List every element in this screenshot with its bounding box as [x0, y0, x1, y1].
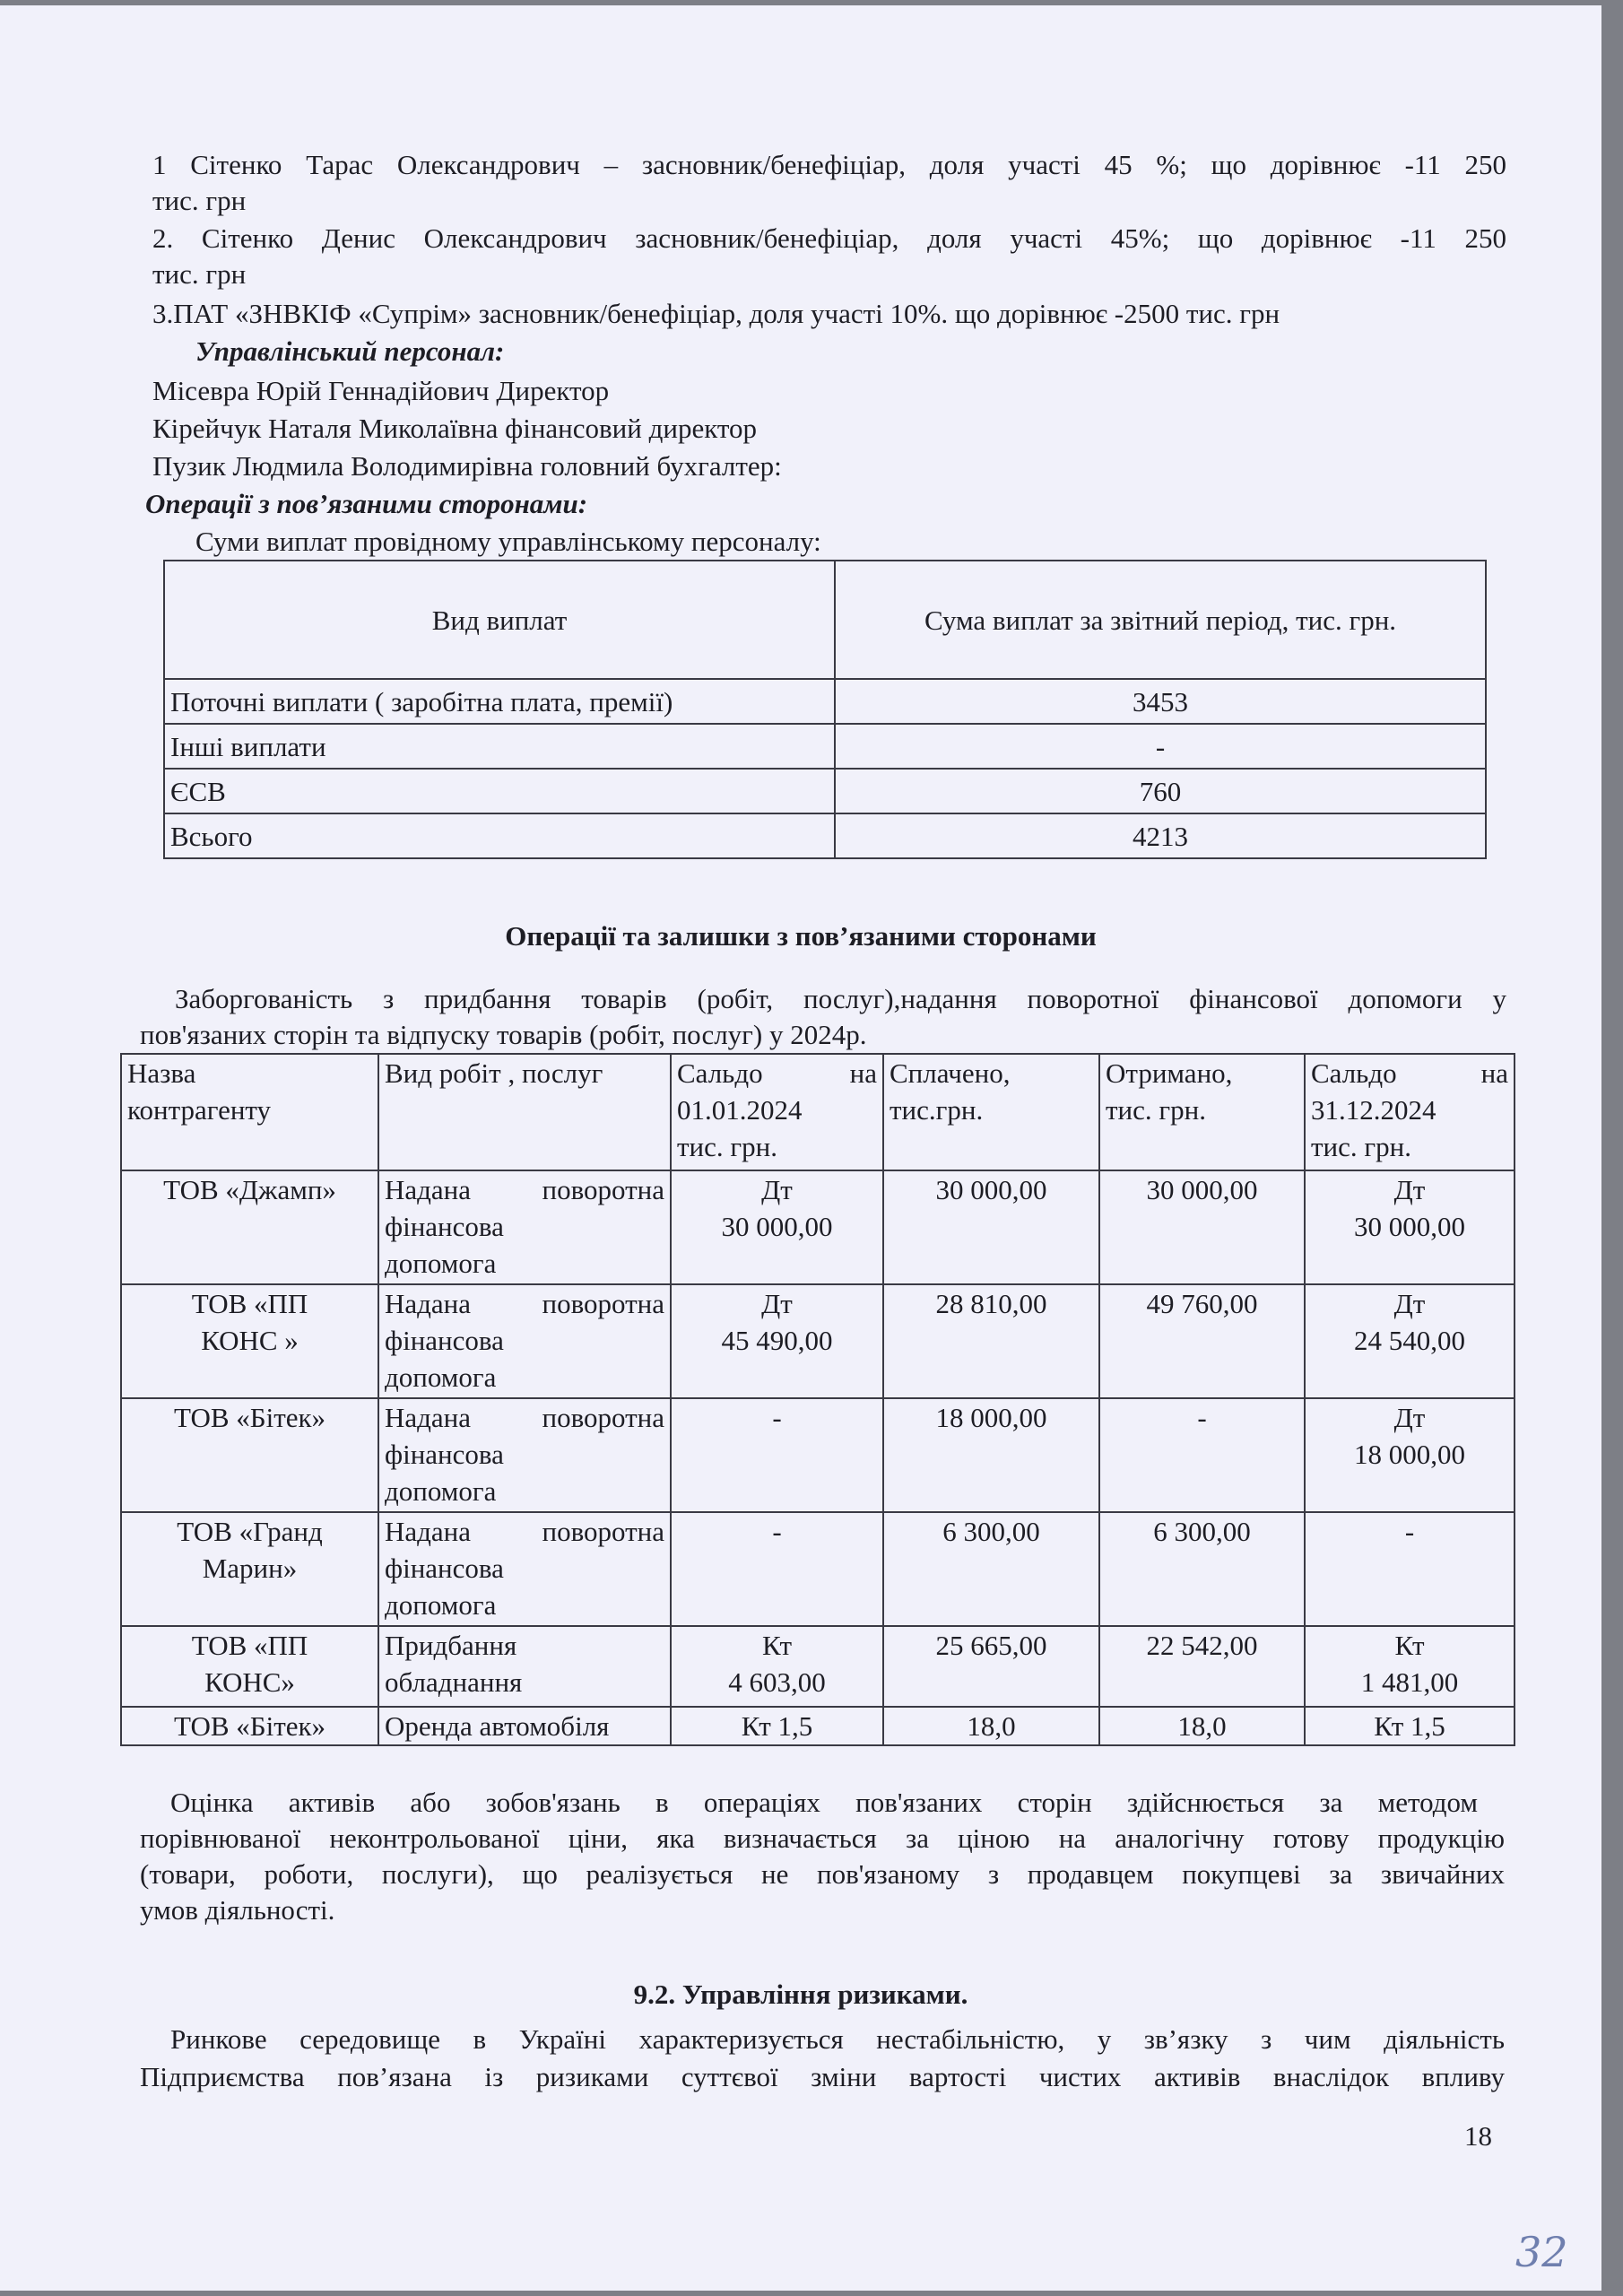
table-row [121, 1707, 1515, 1745]
header-counterparty: Назва контрагенту [121, 1054, 378, 1170]
payments-header-type: Вид виплат [164, 561, 835, 679]
service-type: Надана поворотна фінансова допомога [378, 1398, 671, 1512]
balances-header-row [121, 1054, 1515, 1170]
closing-balance: Дт 30 000,00 [1305, 1170, 1515, 1284]
table-row [121, 1626, 1515, 1707]
payment-sum: - [835, 724, 1486, 769]
received-amount: - [1099, 1398, 1305, 1512]
table-row [121, 1398, 1515, 1512]
owner-2-line-1: 2. Сітенко Денис Олександрович засновник/бенефіціар, доля участі 45%; що дорівнює -11 250 [152, 222, 1506, 254]
document-page [0, 5, 1601, 2291]
counterparty-name: ТОВ «ПП КОНС » [121, 1284, 378, 1398]
service-type: Оренда автомобіля [378, 1707, 671, 1745]
valuation-line-2: порівнюваної неконтрольованої ціни, яка визначається за ціною на аналогічну готову продукцію [140, 1822, 1505, 1854]
payment-type: Всього [164, 813, 835, 858]
risk-line-2: Підприємства пов’язана із ризиками суттєвої зміни вартості чистих активів внаслідок впливу [140, 2061, 1505, 2092]
paid-amount: 28 810,00 [883, 1284, 1099, 1398]
table-row [121, 1512, 1515, 1626]
valuation-line-1: Оцінка активів або зобов'язань в операціях пов'язаних сторін здійснюється за методом [170, 1787, 1478, 1818]
risk-heading: 9.2. Управління ризиками. [633, 1979, 968, 2010]
valuation-line-3: (товари, роботи, послуги), що реалізується не пов'язаному з продавцем покупцеві за звичайних [140, 1858, 1505, 1890]
balances-intro-line-2: пов'язаних сторін та відпуску товарів (робіт, послуг) у 2024р. [140, 1019, 867, 1050]
opening-balance: Дт 30 000,00 [671, 1170, 883, 1284]
balances-title: Операції та залишки з пов’язаними сторонами [505, 920, 1097, 952]
header-paid: Сплачено, тис.грн. [883, 1054, 1099, 1170]
header-service-type: Вид робіт , послуг [378, 1054, 671, 1170]
table-row [121, 1284, 1515, 1398]
payments-table [163, 560, 1487, 859]
balances-intro-line-1: Заборгованість з придбання товарів (робіт, послуг),надання поворотної фінансової допомоги у [175, 983, 1506, 1014]
opening-balance: - [671, 1398, 883, 1512]
table-row [164, 813, 1486, 858]
received-amount: 49 760,00 [1099, 1284, 1305, 1398]
counterparty-name: ТОВ «Бітек» [121, 1398, 378, 1512]
closing-balance: Кт 1,5 [1305, 1707, 1515, 1745]
table-row [164, 724, 1486, 769]
table-row [164, 679, 1486, 724]
owner-1-line-2: тис. грн [152, 185, 247, 216]
payment-type: Поточні виплати ( заробітна плата, премії) [164, 679, 835, 724]
opening-balance: Кт 4 603,00 [671, 1626, 883, 1707]
counterparty-name: ТОВ «ПП КОНС» [121, 1626, 378, 1707]
table-row [121, 1170, 1515, 1284]
paid-amount: 18 000,00 [883, 1398, 1099, 1512]
payment-type: Інші виплати [164, 724, 835, 769]
opening-balance: - [671, 1512, 883, 1626]
opening-balance: Кт 1,5 [671, 1707, 883, 1745]
counterparty-name: ТОВ «Джамп» [121, 1170, 378, 1284]
received-amount: 6 300,00 [1099, 1512, 1305, 1626]
service-type: Надана поворотна фінансова допомога [378, 1284, 671, 1398]
owner-3-line: 3.ПАТ «ЗНВКІФ «Супрім» засновник/бенефіціар, доля участі 10%. що дорівнює -2500 тис. грн [152, 298, 1280, 329]
payment-sum: 3453 [835, 679, 1486, 724]
valuation-line-4: умов діяльності. [140, 1894, 335, 1926]
table-row [164, 769, 1486, 813]
service-type: Придбання обладнання [378, 1626, 671, 1707]
header-closing-balance: Сальдо на 31.12.2024 тис. грн. [1305, 1054, 1515, 1170]
paid-amount: 6 300,00 [883, 1512, 1099, 1626]
closing-balance: Дт 24 540,00 [1305, 1284, 1515, 1398]
owner-1-line-1: 1 Сітенко Тарас Олександрович – засновник/бенефіціар, доля участі 45 %; що дорівнює -11 250 [152, 149, 1506, 180]
management-person-3: Пузик Людмила Володимирівна головний бухгалтер: [152, 450, 782, 482]
service-type: Надана поворотна фінансова допомога [378, 1512, 671, 1626]
related-ops-intro: Суми виплат провідному управлінському персоналу: [195, 526, 821, 557]
header-opening-balance: Сальдо на 01.01.2024 тис. грн. [671, 1054, 883, 1170]
closing-balance: Дт 18 000,00 [1305, 1398, 1515, 1512]
balances-table [120, 1053, 1515, 1746]
paid-amount: 18,0 [883, 1707, 1099, 1745]
owner-2-line-2: тис. грн [152, 258, 247, 290]
related-ops-heading: Операції з пов’язаними сторонами: [145, 488, 588, 519]
page-number: 18 [1464, 2120, 1492, 2152]
paid-amount: 25 665,00 [883, 1626, 1099, 1707]
opening-balance: Дт 45 490,00 [671, 1284, 883, 1398]
risk-line-1: Ринкове середовище в Україні характеризується нестабільністю, у зв’язку з чим діяльність [170, 2023, 1505, 2055]
header-received: Отримано, тис. грн. [1099, 1054, 1305, 1170]
closing-balance: - [1305, 1512, 1515, 1626]
closing-balance: Кт 1 481,00 [1305, 1626, 1515, 1707]
received-amount: 30 000,00 [1099, 1170, 1305, 1284]
received-amount: 18,0 [1099, 1707, 1305, 1745]
counterparty-name: ТОВ «Бітек» [121, 1707, 378, 1745]
paid-amount: 30 000,00 [883, 1170, 1099, 1284]
handwritten-page-number: 32 [1515, 2228, 1568, 2276]
management-heading: Управлінський персонал: [195, 335, 505, 367]
payment-sum: 4213 [835, 813, 1486, 858]
payment-type: ЄСВ [164, 769, 835, 813]
payments-header-sum: Сума виплат за звітний період, тис. грн. [835, 561, 1486, 679]
counterparty-name: ТОВ «Гранд Марин» [121, 1512, 378, 1626]
payments-header-row [164, 561, 1486, 679]
management-person-1: Місевра Юрій Геннадійович Директор [152, 375, 610, 406]
service-type: Надана поворотна фінансова допомога [378, 1170, 671, 1284]
payment-sum: 760 [835, 769, 1486, 813]
management-person-2: Кірейчук Наталя Миколаївна фінансовий директор [152, 413, 758, 444]
received-amount: 22 542,00 [1099, 1626, 1305, 1707]
